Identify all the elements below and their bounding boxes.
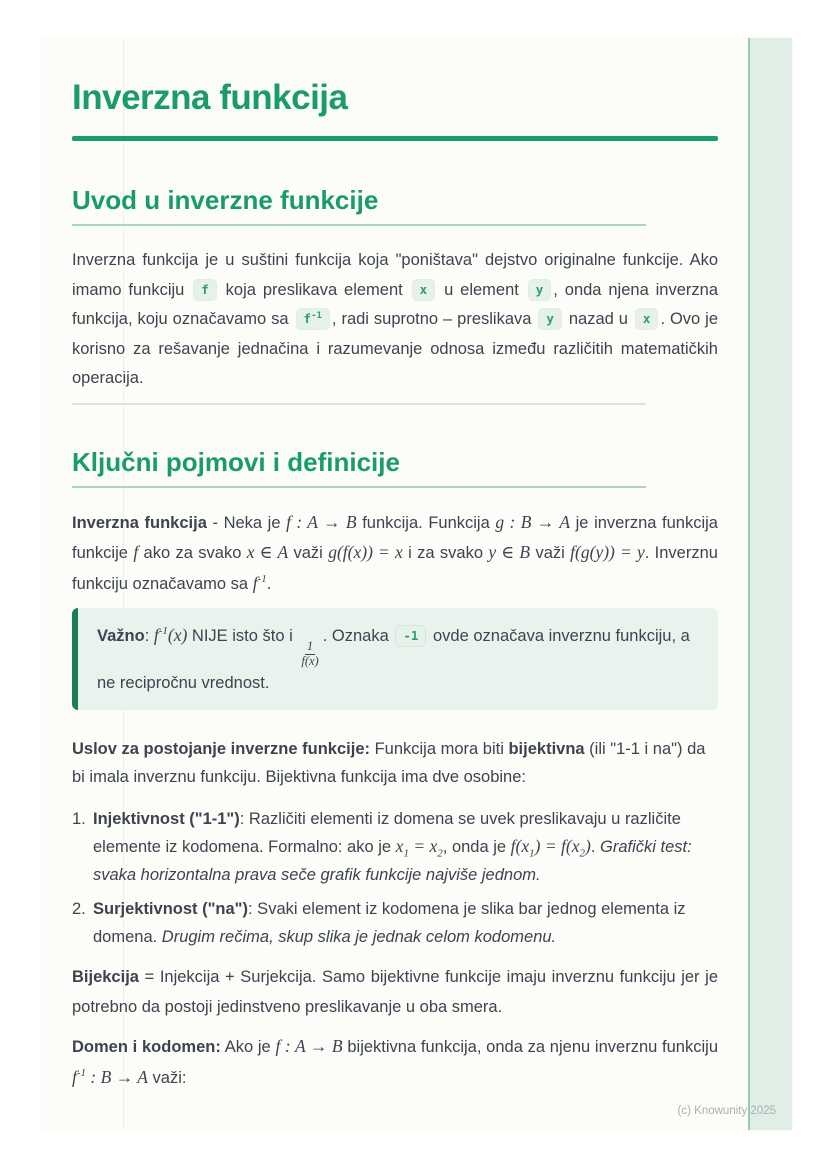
document-page bbox=[42, 38, 792, 1130]
properties-list bbox=[72, 806, 718, 952]
bijekcija-paragraph: Bijekcija = Injekcija + Surjekcija. Samo bijektivne funkcije imaju inverznu funkciju jer je potrebno da postoji jedinstveno preslikavanje u oba smera. bbox=[72, 968, 718, 1016]
condition-paragraph: Uslov za postojanje inverzne funkcije: Funkcija mora biti bijektivna (ili "1-1 i na") da bi imala inverznu funkciju. Bijektivna funkcija ima dve osobine: bbox=[72, 739, 706, 786]
domen-kodomen-paragraph: Domen i kodomen: Ako je f : A → B bijektivna funkcija, onda za njenu inverznu funkciju $f^{-1}$ : B → A važi: bbox=[72, 1036, 718, 1087]
definition-paragraph: Inverzna funkcija - Neka je f : A → B funkcija. Funkcija g : B → A je inverzna funkcija funkcije f ako za svako x ∈ A važi g(f(x)) = x i za svako y ∈ B važi f(g(y)) = y. Inverznu funkciju označavamo sa $f^{-1}$. bbox=[72, 511, 718, 593]
section-divider bbox=[72, 403, 646, 405]
list-number: 2. bbox=[72, 900, 86, 918]
heading-rule-kljucni-pojmovi bbox=[72, 486, 646, 488]
copyright-text: (c) Knowunity 2025 bbox=[677, 1105, 776, 1117]
section-heading-uvod: Uvod u inverzne funkcije bbox=[72, 185, 379, 215]
title-rule bbox=[72, 136, 718, 141]
vazno-callout-text: Važno: $f^{-1}(x)$ NIJE isto što i $\frac{1}{f(x)}$ . Oznaka -1 ovde označava inverznu funkciju, a ne recipročnu vrednost. bbox=[97, 625, 690, 692]
document-content bbox=[72, 38, 718, 1093]
list-item-text: Surjektivnost ("na"): Svaki element iz kodomena je slika bar jednog elementa iz domena. Drugim rečima, skup slika je jednak celom kodomenu. bbox=[93, 900, 686, 946]
list-item-text: Injektivnost ("1-1"): Različiti elementi iz domena se uvek preslikavaju u različite elemente iz kodomena. Formalno: ako je $x_1 = x_2$, onda je $f(x_1) = f(x_2)$. Grafički test: svaka horizontalna prava seče grafik funkcije najviše jednom. bbox=[93, 809, 692, 884]
list-item-surjektivnost bbox=[72, 896, 718, 951]
intro-paragraph: Inverzna funkcija je u suštini funkcija koja "poništava" dejstvo originalne funkcije. Ako imamo funkciju f koja preslikava element x u element y , onda njena inverzna funkcija, koju označavamo sa $f^{-1}$ , radi suprotno – preslikava y nazad u x . Ovo je korisno za rešavanje jednačina i razumevanje odnosa između različitih matematičkih operacija. bbox=[72, 251, 719, 387]
right-edge-strip bbox=[748, 38, 792, 1130]
document-title: Inverzna funkcija bbox=[72, 78, 348, 117]
list-number: 1. bbox=[72, 809, 86, 828]
vazno-callout bbox=[72, 608, 718, 710]
list-item-injektivnost bbox=[72, 806, 718, 890]
heading-rule-uvod bbox=[72, 224, 646, 226]
section-heading-kljucni-pojmovi: Ključni pojmovi i definicije bbox=[72, 446, 400, 477]
